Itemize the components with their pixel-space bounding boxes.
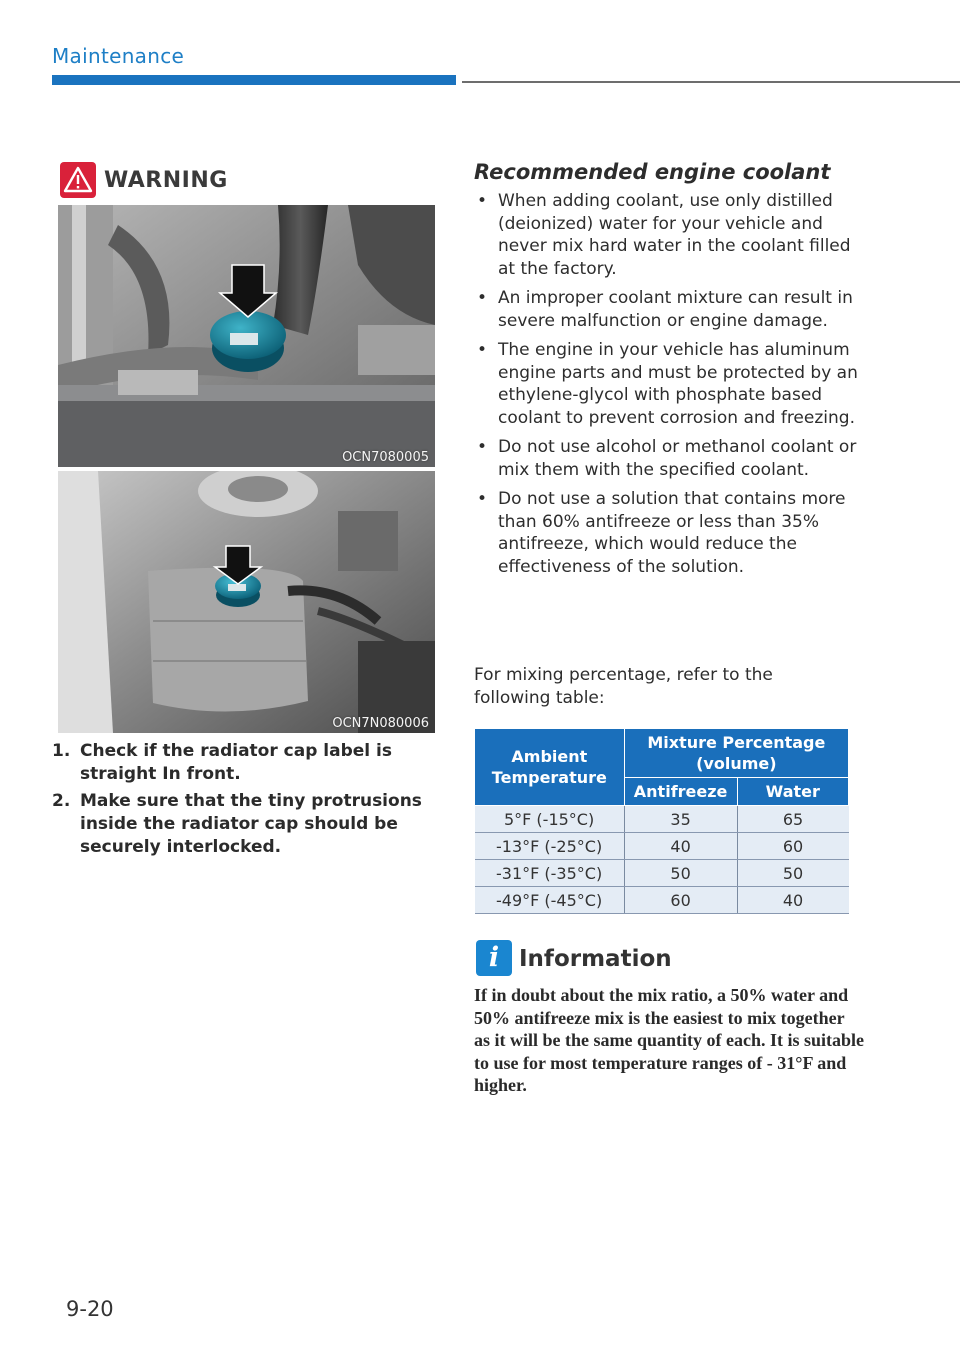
table-row [475, 833, 849, 860]
coolant-bullet-list [474, 190, 864, 585]
cell-antifreeze: 40 [624, 833, 737, 860]
radiator-cap-photo-2 [58, 471, 435, 733]
bullet-text: Do not use a solution that contains more than 60% antifreeze or less than 35% antifreeze, which would reduce the effectiveness of the solution. [498, 489, 846, 577]
step-text: Make sure that the tiny protrusions inside the radiator cap should be securely interlocked. [80, 791, 422, 857]
step-text: Check if the radiator cap label is straight In front. [80, 741, 392, 784]
photo-code: OCN7N080006 [332, 716, 429, 731]
coolant-heading: Recommended engine coolant [474, 160, 831, 184]
photo-code: OCN7080005 [342, 450, 429, 465]
cell-temperature: -49°F (-45°C) [475, 887, 625, 914]
section-title: Maintenance [52, 44, 185, 68]
cell-temperature: 5°F (-15°C) [475, 806, 625, 833]
info-label: Information [519, 946, 672, 972]
cell-water: 50 [737, 860, 848, 887]
bullet-text: Do not use alcohol or methanol coolant or mix them with the specified coolant. [498, 437, 857, 480]
header-antifreeze: Antifreeze [624, 778, 737, 806]
header-rule [462, 81, 960, 83]
header-water: Water [737, 778, 848, 806]
cell-water: 65 [737, 806, 848, 833]
step-item [52, 740, 432, 786]
bullet-item: • When adding coolant, use only distilled (deionized) water for your vehicle and never mix hard water in the coolant filled at the factory. [477, 191, 851, 279]
step-item [52, 790, 432, 859]
cell-antifreeze: 60 [624, 887, 737, 914]
table-row [475, 860, 849, 887]
cell-temperature: -13°F (-25°C) [475, 833, 625, 860]
bullet-text: An improper coolant mixture can result in severe malfunction or engine damage. [498, 288, 853, 331]
coolant-mix-table [474, 728, 849, 914]
info-text: If in doubt about the mix ratio, a 50% water and 50% antifreeze mix is the easiest to mix together as it will be the same quantity of each. It is suitable to use for most temperature ranges of - 31°F and higher. [474, 985, 865, 1095]
header-mixture-percentage: Mixture Percentage (volume) [624, 729, 848, 778]
warning-label: WARNING [104, 168, 228, 193]
cell-antifreeze: 35 [624, 806, 737, 833]
step-number: 1. [52, 741, 71, 761]
header-ambient-temperature: Ambient Temperature [475, 729, 625, 806]
bullet-text: When adding coolant, use only distilled (deionized) water for your vehicle and never mix hard water in the coolant filled at the factory. [498, 191, 851, 279]
info-icon: i [476, 940, 512, 976]
cell-temperature: -31°F (-35°C) [475, 860, 625, 887]
table-row [475, 887, 849, 914]
step-number: 2. [52, 791, 71, 811]
warning-icon [60, 162, 96, 198]
bullet-item: • The engine in your vehicle has aluminum engine parts and must be protected by an ethylene-glycol with phosphate based coolant to prevent corrosion and freezing. [477, 340, 858, 428]
bullet-text: The engine in your vehicle has aluminum engine parts and must be protected by an ethylene-glycol with phosphate based coolant to prevent corrosion and freezing. [498, 340, 858, 428]
radiator-cap-photo-1 [58, 205, 435, 467]
table-row [475, 806, 849, 833]
header-rule-accent [52, 75, 456, 85]
cell-water: 40 [737, 887, 848, 914]
bullet-item: • Do not use alcohol or methanol coolant or mix them with the specified coolant. [477, 437, 857, 480]
bullet-item: • Do not use a solution that contains more than 60% antifreeze or less than 35% antifreeze, which would reduce the effectiveness of the solution. [477, 489, 846, 577]
mixing-intro: For mixing percentage, refer to the following table: [474, 665, 773, 708]
cell-antifreeze: 50 [624, 860, 737, 887]
bullet-item: • An improper coolant mixture can result in severe malfunction or engine damage. [477, 288, 853, 331]
cell-water: 60 [737, 833, 848, 860]
page-number: 9-20 [66, 1297, 114, 1321]
